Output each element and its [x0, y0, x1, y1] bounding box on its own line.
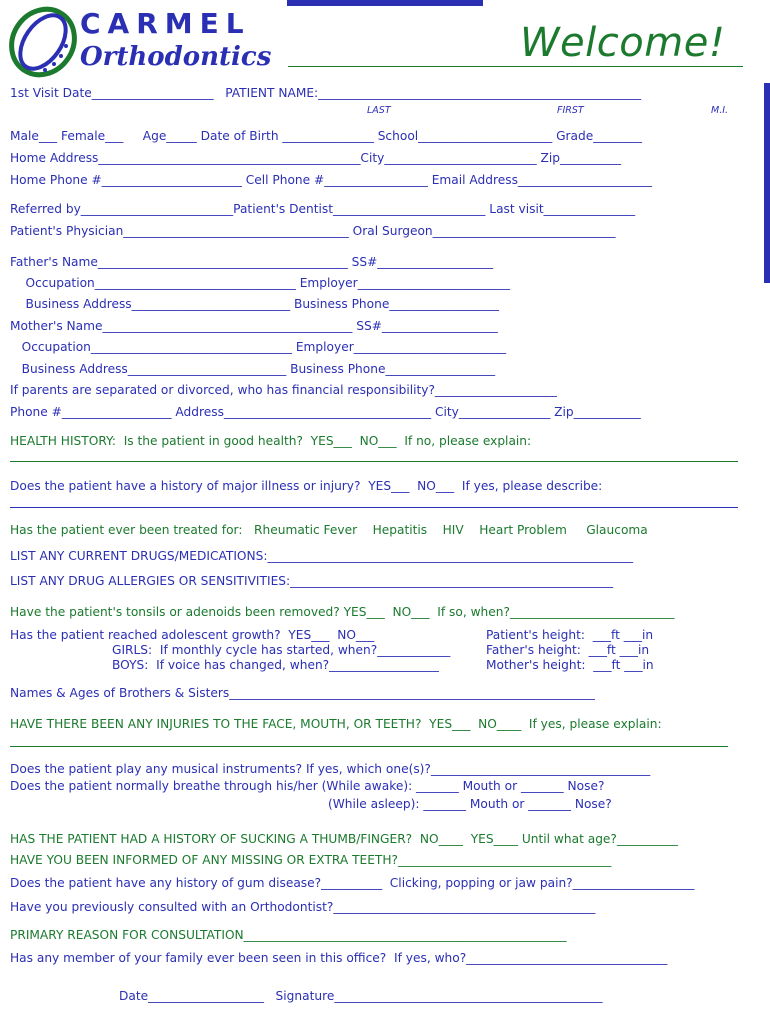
musical-instruments-row[interactable]: Does the patient play any musical instruments? If yes, which one(s)?____________________________________	[10, 762, 651, 776]
thumb-sucking-row[interactable]: HAS THE PATIENT HAD A HISTORY OF SUCKING A THUMB/FINGER? NO____ YES____ Until what age?__________	[10, 832, 678, 846]
father-name-row[interactable]: Father's Name_________________________________________ SS#___________________	[10, 255, 494, 269]
current-drugs-row[interactable]: LIST ANY CURRENT DRUGS/MEDICATIONS:____________________________________________________________	[10, 549, 634, 563]
mother-business-row[interactable]: Business Address__________________________ Business Phone__________________	[10, 362, 496, 376]
phone-email-row[interactable]: Home Phone #_______________________ Cell Phone #_________________ Email Address______________________	[10, 173, 652, 187]
drug-allergies-row[interactable]: LIST ANY DRUG ALLERGIES OR SENSITIVITIES:_____________________________________________________	[10, 574, 614, 588]
physician-surgeon-row[interactable]: Patient's Physician_____________________________________ Oral Surgeon______________________________	[10, 224, 616, 238]
responsible-phone-address-row[interactable]: Phone #__________________ Address__________________________________ City_______________ Zip___________	[10, 405, 641, 419]
major-illness-row[interactable]: Does the patient have a history of major illness or injury? YES___ NO___ If yes, please describe:	[10, 479, 603, 493]
orthodontist-consult-row[interactable]: Have you previously consulted with an Orthodontist?___________________________________________	[10, 900, 596, 914]
welcome-rule	[288, 66, 743, 67]
breathing-asleep-row[interactable]: (While asleep): _______ Mouth or _______ Nose?	[328, 797, 612, 811]
father-occupation-row[interactable]: Occupation_________________________________ Employer_________________________	[10, 276, 510, 290]
first-name-caption: FIRST	[557, 105, 584, 116]
mother-occupation-row[interactable]: Occupation_________________________________ Employer_________________________	[10, 340, 507, 354]
injuries-row[interactable]: HAVE THERE BEEN ANY INJURIES TO THE FACE, MOUTH, OR TEETH? YES___ NO____ If yes, please explain:	[10, 717, 662, 731]
gum-disease-row[interactable]: Does the patient have any history of gum disease?__________ Clicking, popping or jaw pain?____________________	[10, 876, 695, 890]
missing-teeth-row[interactable]: HAVE YOU BEEN INFORMED OF ANY MISSING OR EXTRA TEETH?___________________________________	[10, 853, 612, 867]
side-accent-bar	[764, 83, 770, 283]
girls-cycle-row[interactable]: GIRLS: If monthly cycle has started, when?____________	[112, 643, 451, 657]
patient-height-field[interactable]: Patient's height: ___ft ___in	[486, 628, 654, 642]
father-height-field[interactable]: Father's height: ___ft ___in	[486, 643, 650, 657]
visit-date-patient-name-row[interactable]: 1st Visit Date____________________ PATIENT NAME:_____________________________________________________	[10, 86, 642, 100]
adolescent-growth-row[interactable]: Has the patient reached adolescent growth? YES___ NO___	[10, 628, 375, 642]
financial-responsibility-row[interactable]: If parents are separated or divorced, who has financial responsibility?____________________	[10, 383, 557, 397]
father-business-row[interactable]: Business Address__________________________ Business Phone__________________	[10, 297, 500, 311]
health-explain-line[interactable]	[10, 461, 738, 462]
boys-voice-row[interactable]: BOYS: If voice has changed, when?__________________	[112, 658, 439, 672]
date-signature-row[interactable]: Date___________________ Signature____________________________________________	[119, 989, 603, 1003]
treated-for-row[interactable]: Has the patient ever been treated for: Rheumatic Fever Hepatitis HIV Heart Problem Glaucoma	[10, 523, 648, 537]
illness-describe-line[interactable]	[10, 507, 738, 508]
family-seen-row[interactable]: Has any member of your family ever been seen in this office? If yes, who?_________________________________	[10, 951, 668, 965]
last-name-caption: LAST	[367, 105, 391, 116]
tonsils-row[interactable]: Have the patient's tonsils or adenoids been removed? YES___ NO___ If so, when?___________________________	[10, 605, 675, 619]
logo-text-carmel: CARMEL	[80, 7, 251, 40]
logo-text-orthodontics: Orthodontics	[80, 42, 272, 72]
siblings-row[interactable]: Names & Ages of Brothers & Sisters____________________________________________________________	[10, 686, 595, 700]
mother-height-field[interactable]: Mother's height: ___ft ___in	[486, 658, 654, 672]
top-accent-bar	[287, 0, 483, 6]
mother-name-row[interactable]: Mother's Name_________________________________________ SS#___________________	[10, 319, 498, 333]
health-history-row[interactable]: HEALTH HISTORY: Is the patient in good health? YES___ NO___ If no, please explain:	[10, 434, 532, 448]
middle-initial-caption: M.I.	[711, 105, 729, 116]
breathing-awake-row[interactable]: Does the patient normally breathe through his/her (While awake): _______ Mouth or _______ Nose?	[10, 779, 605, 793]
home-address-row[interactable]: Home Address___________________________________________City_________________________ Zip__________	[10, 151, 621, 165]
referred-dentist-row[interactable]: Referred by_________________________Patient's Dentist_________________________ Last visit_______________	[10, 202, 636, 216]
welcome-heading: Welcome!	[520, 20, 726, 66]
primary-reason-row[interactable]: PRIMARY REASON FOR CONSULTATION_____________________________________________________	[10, 928, 567, 942]
sex-age-dob-school-row[interactable]: Male___ Female___ Age_____ Date of Birth _______________ School______________________ Grade________	[10, 129, 642, 143]
logo-swirl-icon	[6, 4, 80, 80]
injuries-explain-line[interactable]	[10, 746, 728, 747]
